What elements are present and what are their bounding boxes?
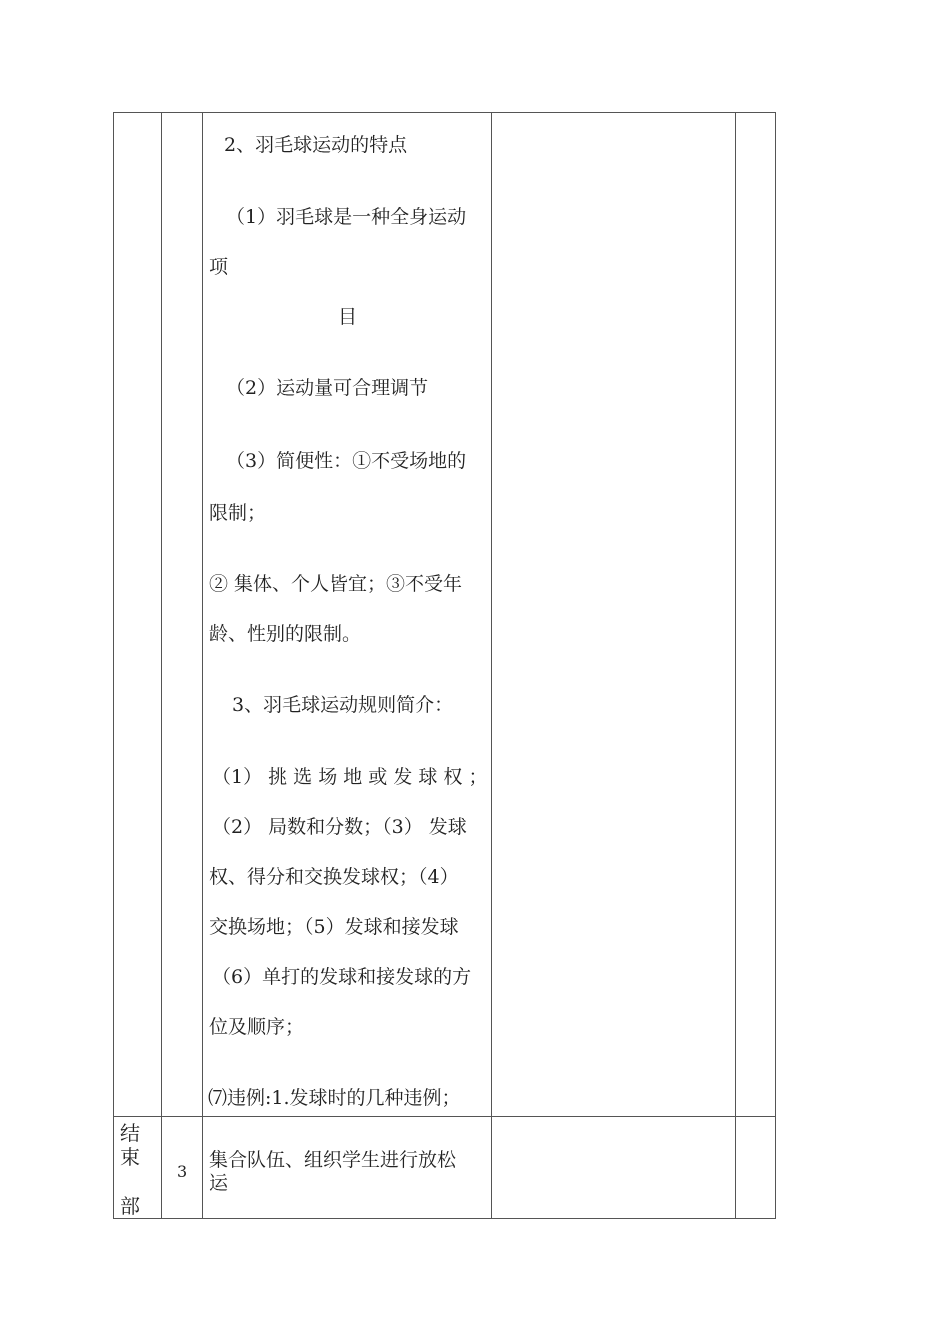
content-line: 2、羽毛球运动的特点 bbox=[224, 134, 408, 156]
content-line: 位及顺序； bbox=[209, 1016, 305, 1038]
content-line: （6）单打的发球和接发球的方 bbox=[212, 966, 472, 988]
table-bottom-border bbox=[113, 1218, 776, 1219]
col-border-3 bbox=[202, 112, 203, 1219]
row-divider bbox=[113, 1116, 776, 1117]
content-line: 限制； bbox=[209, 502, 267, 524]
section-content-line: 集合队伍、组织学生进行放松 bbox=[209, 1149, 457, 1171]
col-border-1 bbox=[113, 112, 114, 1219]
content-line: （1） 挑 选 场 地 或 发 球 权 ； bbox=[212, 766, 488, 788]
section-label-char: 束 bbox=[120, 1145, 140, 1169]
content-line: ② 集体、个人皆宜；③不受年 bbox=[209, 573, 463, 595]
content-line: （1）羽毛球是一种全身运动 bbox=[226, 206, 467, 228]
content-line: 项 bbox=[209, 256, 229, 278]
table-top-border bbox=[113, 112, 776, 113]
section-time: 3 bbox=[177, 1162, 188, 1181]
content-line: 目 bbox=[338, 306, 358, 328]
content-line: 3、羽毛球运动规则简介： bbox=[232, 694, 454, 716]
col-border-5 bbox=[735, 112, 736, 1219]
col-border-2 bbox=[161, 112, 162, 1219]
content-line: 权、得分和交换发球权；（4） bbox=[209, 866, 459, 888]
content-line: （2） 局数和分数；（3） 发球 bbox=[212, 816, 467, 838]
section-content-line: 运 bbox=[209, 1172, 229, 1194]
section-label-char: 部 bbox=[120, 1194, 140, 1218]
content-line: （3）简便性：①不受场地的 bbox=[226, 450, 467, 472]
content-line: ⑺违例:1.发球时的几种违例； bbox=[208, 1087, 461, 1109]
content-line: 交换场地；（5）发球和接发球 bbox=[209, 916, 459, 938]
col-border-6 bbox=[775, 112, 776, 1219]
content-line: 龄、性别的限制。 bbox=[209, 623, 362, 645]
content-line: （2）运动量可合理调节 bbox=[226, 377, 429, 399]
section-label-char: 结 bbox=[120, 1121, 140, 1145]
col-border-4 bbox=[491, 112, 492, 1219]
